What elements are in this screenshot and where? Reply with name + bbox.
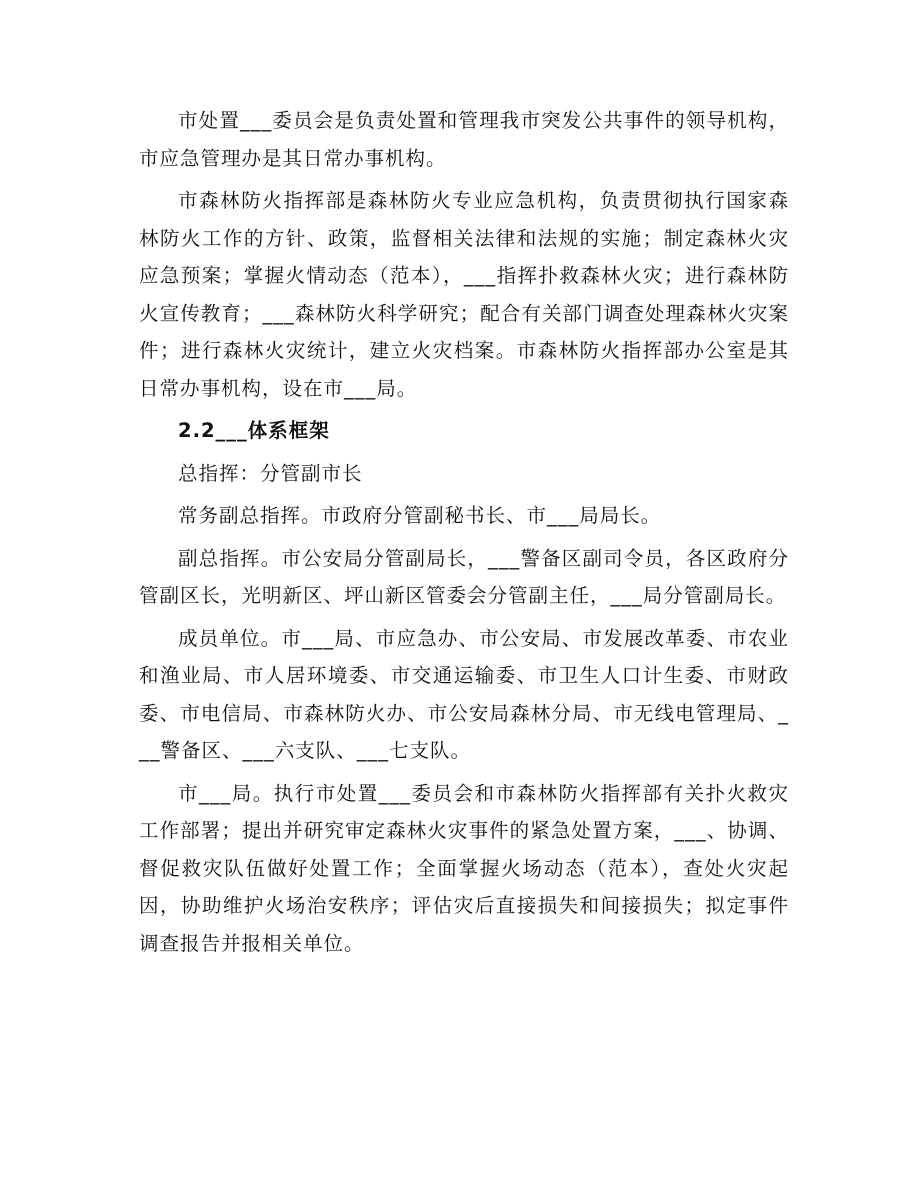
- document-body: [139, 102, 789, 967]
- paragraph-bureau-duties: 市___局。执行市处置___委员会和市森林防火指挥部有关扑火救灾工作部署；提出并研究审定森林火灾事件的紧急处置方案，___、协调、督促救灾队伍做好处置工作；全面掌握火场动态（范本），查处火灾起因，协助维护火场治安秩序；评估灾后直接损失和间接损失；拟定事件调查报告并报相关单位。: [139, 781, 789, 955]
- paragraph-executive-deputy: 常务副总指挥。市政府分管副秘书长、市___局局长。: [178, 504, 662, 527]
- section-heading: 2.2___体系框架: [178, 419, 330, 442]
- paragraph-member-units: 成员单位。市___局、市应急办、市公安局、市发展改革委、市农业和渔业局、市人居环境委、市交通运输委、市卫生人口计生委、市财政委、市电信局、市森林防火办、市公安局森林分局、市无线电管理局、___警备区、___六支队、___七支队。: [139, 626, 789, 762]
- paragraph-forest-fire-headquarters: 市森林防火指挥部是森林防火专业应急机构，负责贯彻执行国家森林防火工作的方针、政策，监督相关法律和法规的实施；制定森林火灾应急预案；掌握火情动态（范本），___指挥扑救森林火灾；进行森林防火宣传教育；___森林防火科学研究；配合有关部门调查处理森林火灾案件；进行森林火灾统计，建立火灾档案。市森林防火指挥部办公室是其日常办事机构，设在市___局。: [139, 189, 789, 400]
- paragraph-deputy-commanders: 副总指挥。市公安局分管副局长，___警备区副司令员，各区政府分管副区长，光明新区、坪山新区管委会分管副主任，___局分管副局长。: [139, 546, 789, 607]
- paragraph-commander: 总指挥：分管副市长: [178, 461, 363, 485]
- paragraph-emergency-committee: 市处置___委员会是负责处置和管理我市突发公共事件的领导机构，市应急管理办是其日常办事机构。: [139, 109, 789, 170]
